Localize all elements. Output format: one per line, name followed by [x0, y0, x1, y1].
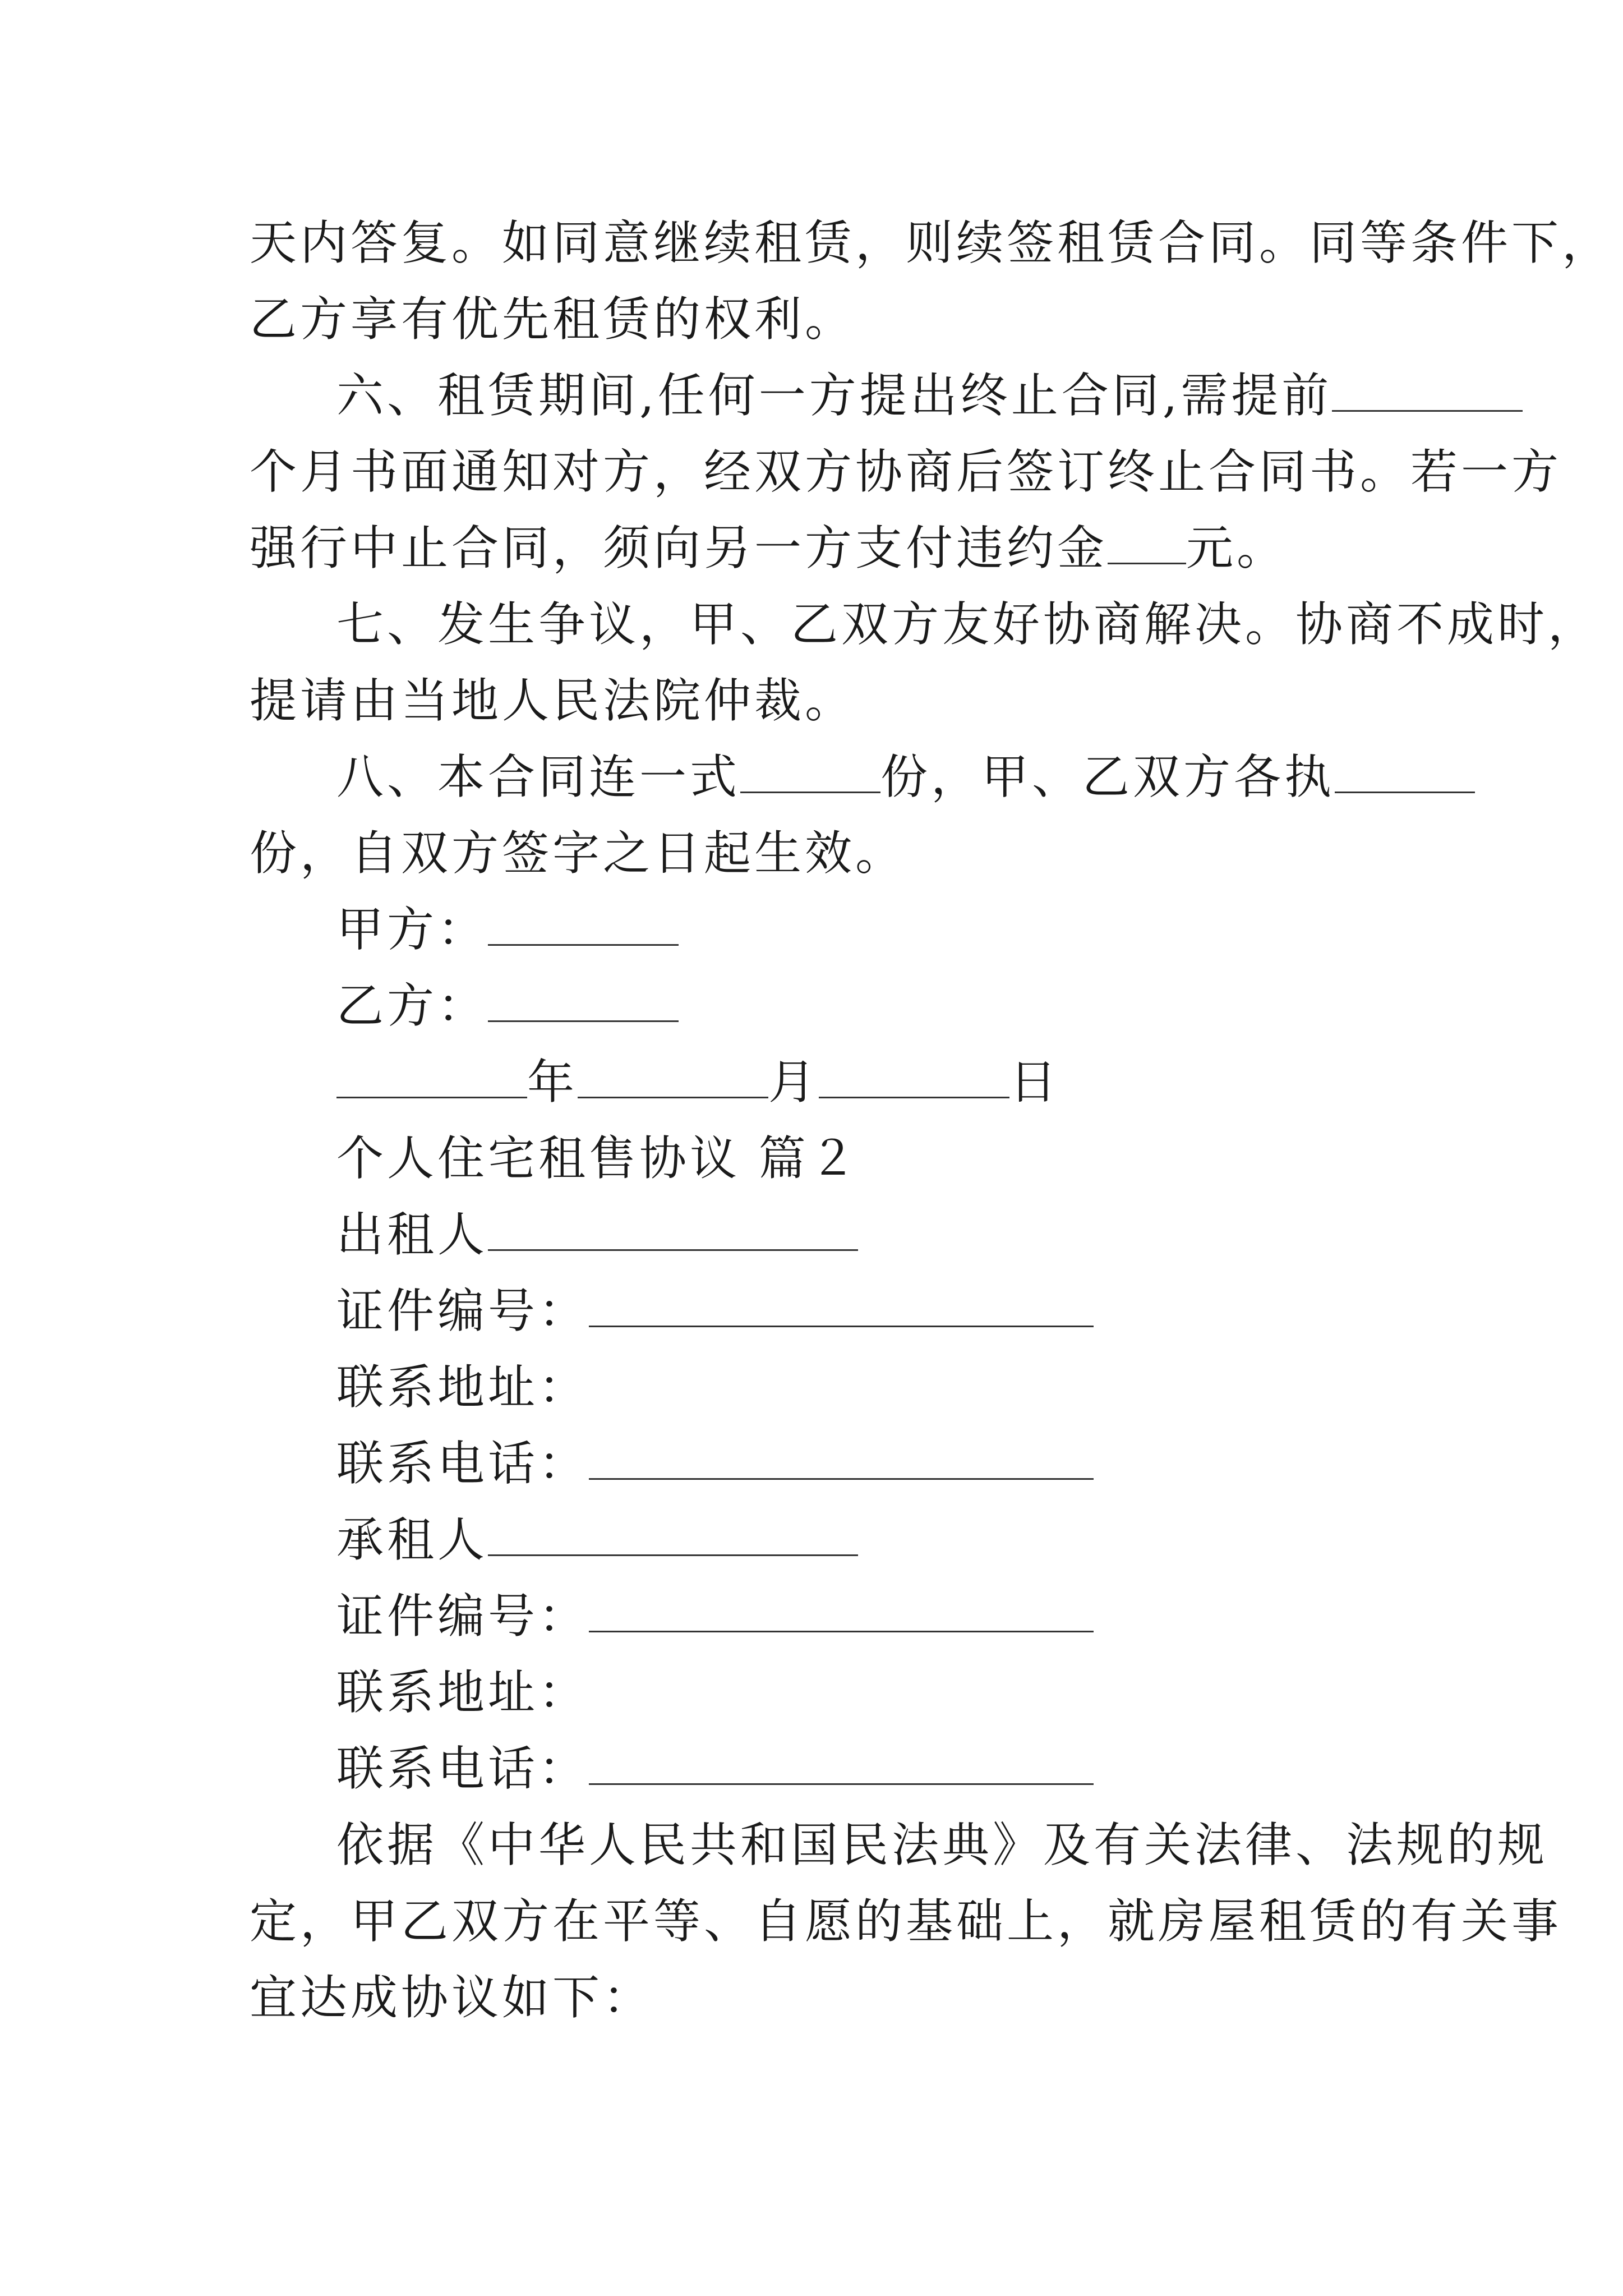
- text-line: 乙方享有优先租赁的权利。: [250, 292, 856, 347]
- lessee-id-blank: [589, 1591, 1094, 1632]
- day-blank: [819, 1057, 1009, 1098]
- lessee-phone-blank: [589, 1744, 1094, 1785]
- lessor-address-line: [336, 1359, 1388, 1415]
- penalty-amount-blank: [1108, 523, 1186, 564]
- party-a-blank: [488, 905, 679, 946]
- lessor-phone-blank: [589, 1439, 1094, 1480]
- text-line: 天内答复。如同意继续租赁，则续签租赁合同。同等条件下，: [250, 215, 1613, 270]
- penalty-suffix: 元。: [1186, 521, 1288, 576]
- lessor-id-blank: [589, 1286, 1094, 1327]
- preamble-line: 宜达成协议如下：: [250, 1970, 654, 2025]
- clause-six: [336, 367, 1388, 424]
- notice-months-blank: [1332, 371, 1523, 412]
- lessee-line: [336, 1512, 1388, 1568]
- party-b-label: 乙方：: [336, 978, 488, 1033]
- text-line: 个月书面通知对方，经双方协商后签订终止合同书。若一方: [250, 444, 1562, 499]
- copies-total-blank: [740, 752, 880, 793]
- penalty-text: 强行中止合同，须向另一方支付违约金: [250, 521, 1108, 576]
- day-label: 日: [1009, 1055, 1061, 1110]
- lessee-label: 承租人: [336, 1512, 488, 1567]
- clause-eight: [336, 749, 1388, 805]
- section-title: 个人住宅租售协议 篇２: [336, 1131, 860, 1186]
- lessor-line: [336, 1207, 1388, 1263]
- copies-each-blank: [1335, 752, 1475, 793]
- date-line: [336, 1054, 1388, 1110]
- penalty-line: [250, 520, 1388, 576]
- lessor-blank: [488, 1210, 858, 1251]
- preamble-line: 依据《中华人民共和国民法典》及有关法律、法规的规: [336, 1818, 1548, 1872]
- party-b-blank: [488, 981, 679, 1022]
- lessee-phone-line: [336, 1741, 1388, 1797]
- lessee-address-label: 联系地址：: [336, 1665, 589, 1720]
- text-line: 提请由当地人民法院仲裁。: [250, 673, 856, 728]
- lessee-phone-label: 联系电话：: [336, 1741, 589, 1796]
- year-label: 年: [527, 1055, 578, 1110]
- clause-six-text: 六、租赁期间,任何一方提出终止合同,需提前: [336, 368, 1332, 423]
- clause-seven: 七、发生争议，甲、乙双方友好协商解决。协商不成时，: [336, 597, 1599, 652]
- party-b-signature: [336, 978, 1388, 1034]
- lessor-phone-label: 联系电话：: [336, 1436, 589, 1491]
- month-blank: [578, 1057, 768, 1098]
- lessee-address-line: [336, 1664, 1388, 1720]
- lessee-id-line: [336, 1588, 1388, 1644]
- lessor-phone-line: [336, 1435, 1388, 1492]
- year-blank: [336, 1057, 527, 1098]
- party-a-signature: [336, 901, 1388, 958]
- lessor-id-label: 证件编号：: [336, 1283, 589, 1338]
- lessee-blank: [488, 1515, 858, 1556]
- party-a-label: 甲方：: [336, 902, 488, 957]
- lessee-id-label: 证件编号：: [336, 1589, 589, 1644]
- clause-eight-text: 八、本合同连一式: [336, 749, 741, 804]
- clause-eight-mid: 份，甲、乙双方各执: [880, 749, 1335, 804]
- preamble-line: 定，甲乙双方在平等、自愿的基础上，就房屋租赁的有关事: [250, 1894, 1562, 1949]
- month-label: 月: [768, 1055, 819, 1110]
- lessor-label: 出租人: [336, 1207, 488, 1262]
- lessor-id-line: [336, 1283, 1388, 1339]
- text-line: 份，自双方签字之日起生效。: [250, 826, 906, 881]
- lessor-address-label: 联系地址：: [336, 1360, 589, 1415]
